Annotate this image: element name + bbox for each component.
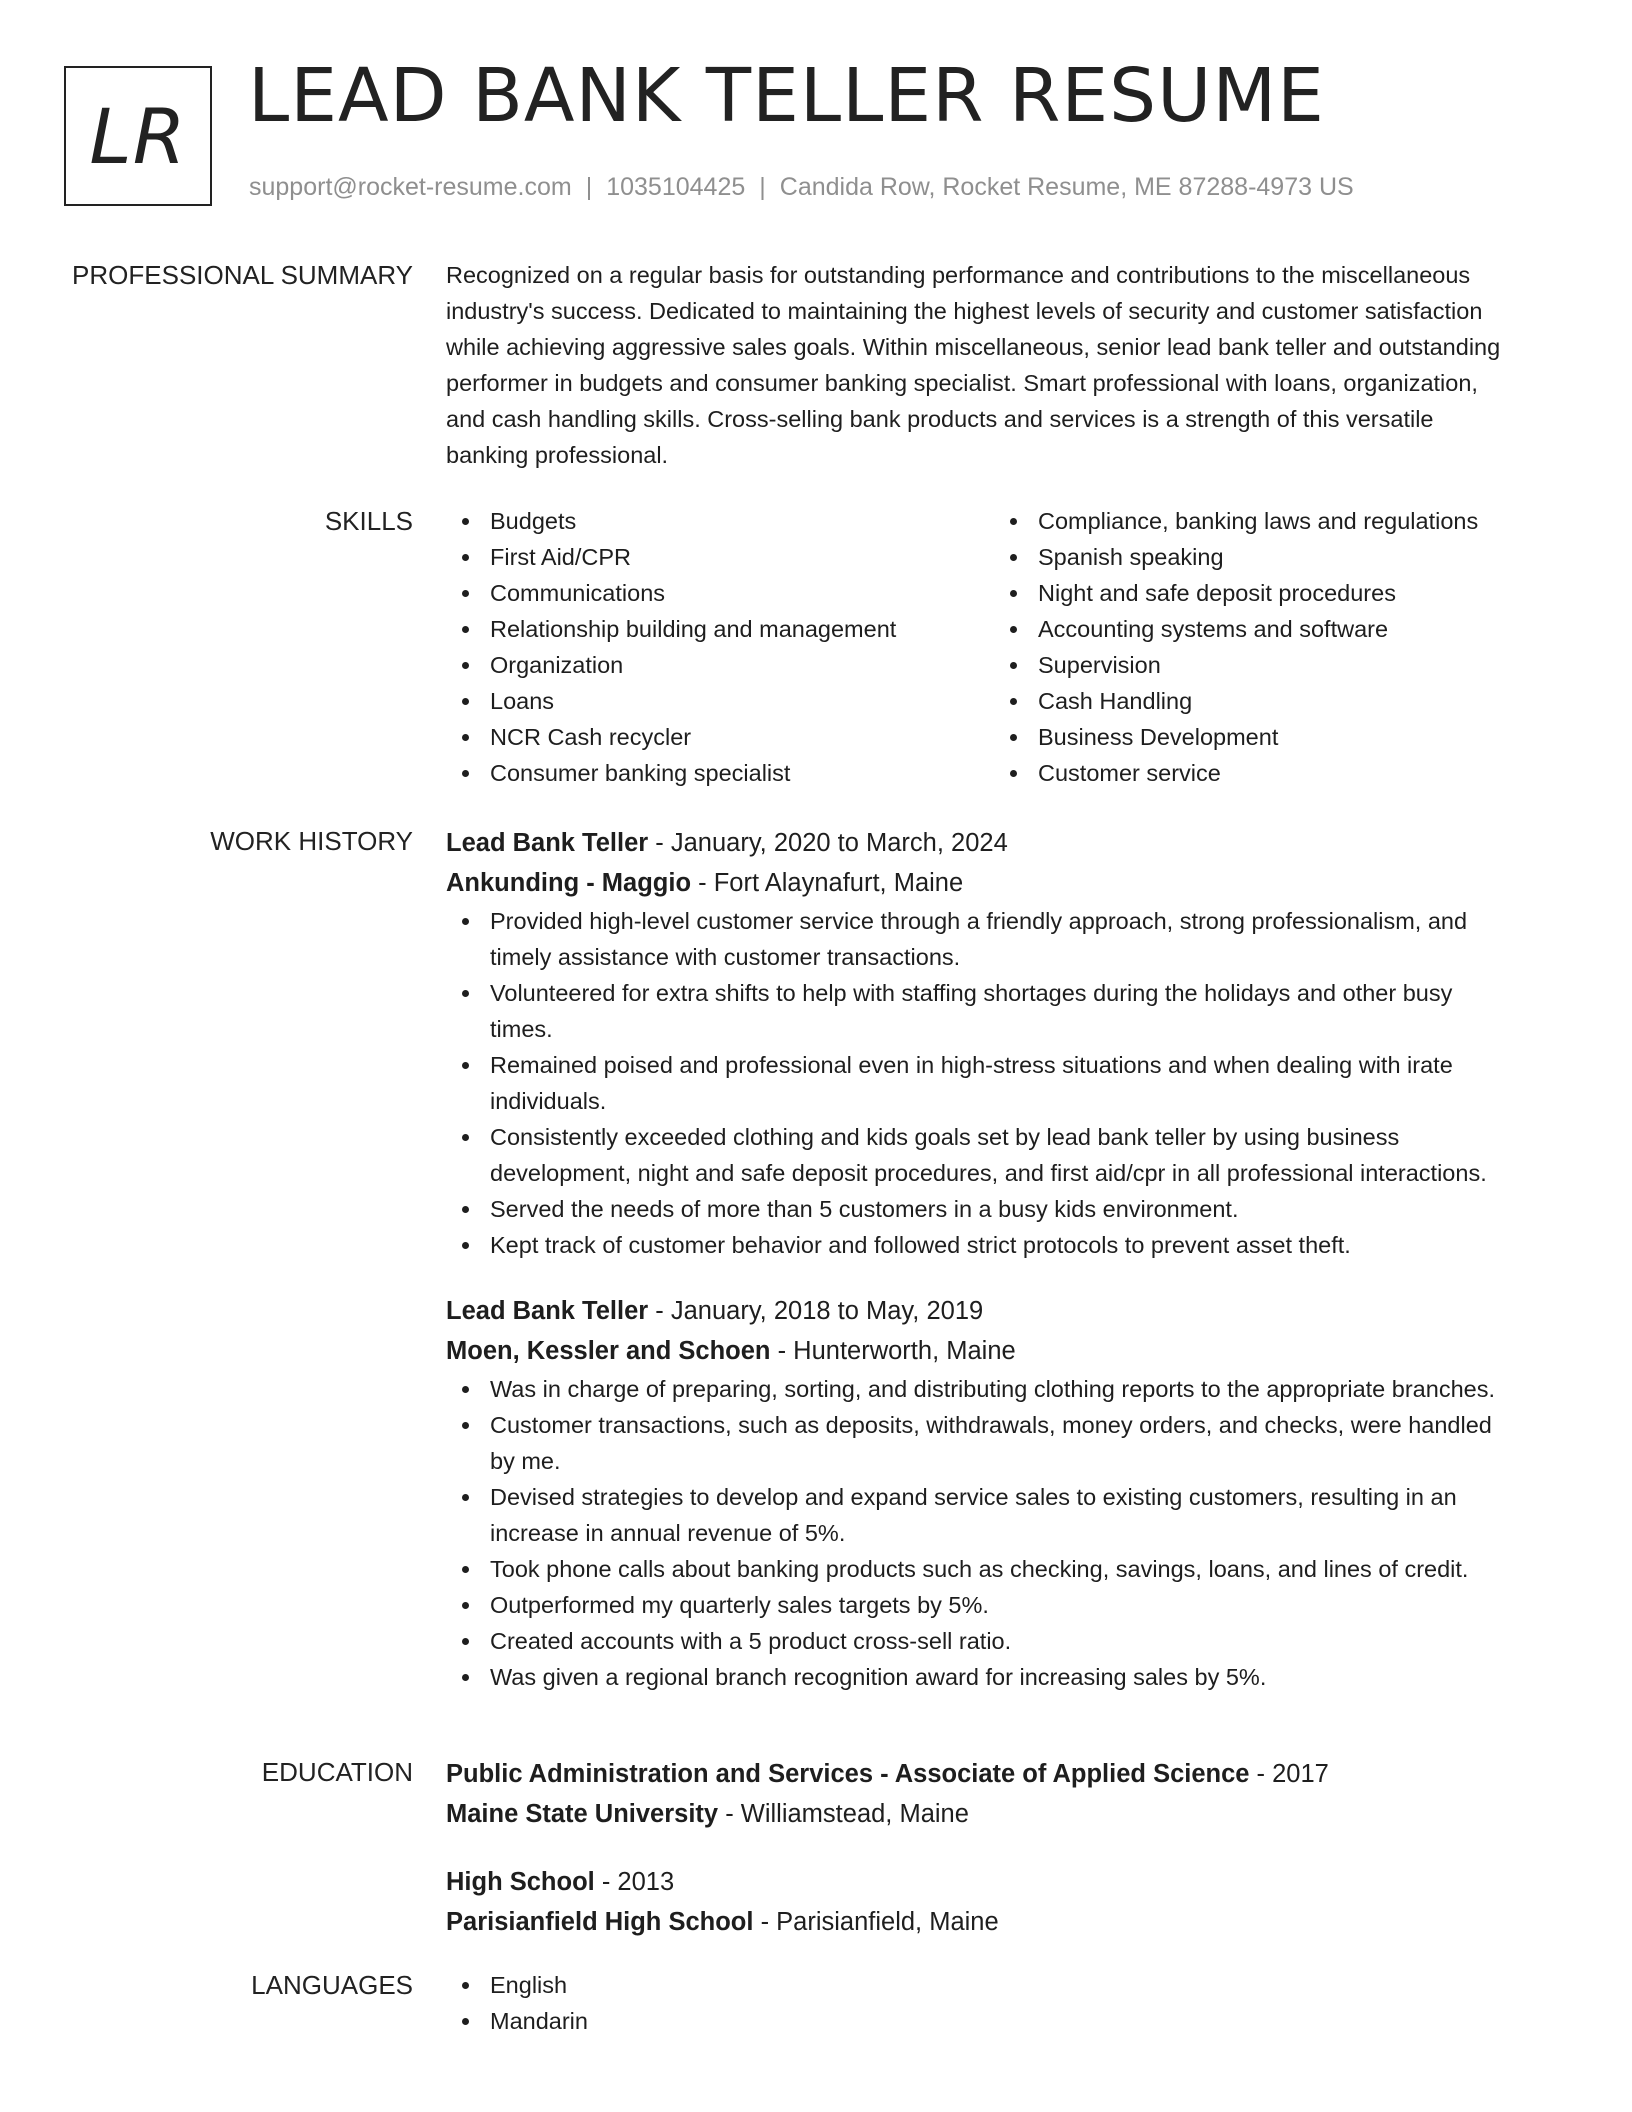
job-bullet (446, 1407, 1564, 1479)
degree-name: Public Administration and Services - Associate of Applied Science (446, 1760, 1250, 1788)
contact-separator: | (759, 173, 766, 201)
job-location: - Hunterworth, Maine (770, 1337, 1016, 1365)
bullet-line: Consistently exceeded clothing and kids goals set by lead bank teller by using business (490, 1124, 1400, 1150)
skills-list-right (994, 503, 1542, 791)
bullet-line: Served the needs of more than 5 customers in a busy kids environment. (490, 1196, 1239, 1222)
bullet-line: Kept track of customer behavior and followed strict protocols to prevent asset theft. (490, 1232, 1351, 1258)
contact-email[interactable]: support@rocket-resume.com (249, 173, 572, 201)
contact-line (249, 173, 1354, 202)
education-entry (446, 1754, 1564, 1834)
job-bullet (446, 1119, 1564, 1191)
job-title: Lead Bank Teller (446, 1297, 649, 1325)
contact-separator: | (585, 173, 593, 201)
bullet-line: Created accounts with a 5 product cross-sell ratio. (490, 1628, 1012, 1654)
work-history-body (446, 823, 1564, 1695)
school-location: - Williamstead, Maine (718, 1800, 969, 1828)
job-dates: - January, 2018 to May, 2019 (648, 1297, 984, 1325)
job-bullet (446, 1047, 1564, 1119)
summary-line: Recognized on a regular basis for outstanding performance and contributions to the miscellaneous (446, 262, 1471, 288)
skills-columns (446, 503, 1564, 791)
contact-phone[interactable]: 1035104425 (606, 173, 746, 201)
school-line (446, 1794, 1564, 1834)
degree-year: - 2013 (594, 1868, 675, 1896)
skill-item: First Aid/CPR (446, 539, 994, 575)
skill-item: NCR Cash recycler (446, 719, 994, 755)
job-title: Lead Bank Teller (446, 829, 649, 857)
job-dates: - January, 2020 to March, 2024 (648, 829, 1008, 857)
job-bullet (446, 975, 1564, 1047)
skill-item: Spanish speaking (994, 539, 1542, 575)
bullet-line: Customer transactions, such as deposits, withdrawals, money orders, and checks, were handled (490, 1412, 1492, 1438)
degree-year: - 2017 (1249, 1760, 1329, 1788)
job-bullet (446, 1623, 1564, 1659)
job-bullet-list (446, 1371, 1564, 1695)
summary-line: and cash handling skills. Cross-selling bank products and services is a strength of this versatile (446, 406, 1434, 432)
job-company-line (446, 863, 1564, 903)
degree-line (446, 1862, 1564, 1902)
bullet-line: Remained poised and professional even in high-stress situations and when dealing with irate (490, 1052, 1453, 1078)
bullet-line: Was in charge of preparing, sorting, and distributing clothing reports to the appropriate branches. (490, 1376, 1495, 1402)
education-entry (446, 1862, 1564, 1942)
skill-item: Customer service (994, 755, 1542, 791)
skill-item: Consumer banking specialist (446, 755, 994, 791)
language-item: English (446, 1967, 1564, 2003)
school-name: Maine State University (446, 1800, 719, 1828)
skill-item: Loans (446, 683, 994, 719)
job-bullet (446, 1479, 1564, 1551)
job-title-line (446, 1291, 1564, 1331)
skills-list-left (446, 503, 994, 791)
section-label: EDUCATION (261, 1757, 413, 1787)
bullet-line: individuals. (490, 1088, 607, 1114)
job-location: - Fort Alaynafurt, Maine (691, 869, 964, 897)
bullet-line: Took phone calls about banking products such as checking, savings, loans, and lines of credit. (490, 1556, 1469, 1582)
skill-item: Supervision (994, 647, 1542, 683)
job-title-line (446, 823, 1564, 863)
degree-line (446, 1754, 1564, 1794)
section-label: SKILLS (324, 506, 413, 536)
school-location: - Parisianfield, Maine (753, 1908, 999, 1936)
school-name: Parisianfield High School (446, 1908, 754, 1936)
language-item: Mandarin (446, 2003, 1564, 2039)
bullet-line: Provided high-level customer service through a friendly approach, strong professionalism, and (490, 908, 1468, 934)
skill-item: Relationship building and management (446, 611, 994, 647)
job-company: Ankunding - Maggio (446, 869, 692, 897)
bullet-line: development, night and safe deposit procedures, and first aid/cpr in all professional interactions. (490, 1160, 1487, 1186)
school-line (446, 1902, 1564, 1942)
bullet-line: times. (490, 1016, 553, 1042)
bullet-line: Outperformed my quarterly sales targets by 5%. (490, 1592, 989, 1618)
job-bullet (446, 1191, 1564, 1227)
skill-item: Cash Handling (994, 683, 1542, 719)
summary-line: industry's success. Dedicated to maintaining the highest levels of security and customer satisfaction (446, 298, 1483, 324)
job-company: Moen, Kessler and Schoen (446, 1337, 771, 1365)
skill-item: Communications (446, 575, 994, 611)
summary-line: performer in budgets and consumer banking specialist. Smart professional with loans, organization, (446, 370, 1478, 396)
job-bullet (446, 1227, 1564, 1263)
bullet-line: Volunteered for extra shifts to help with staffing shortages during the holidays and other busy (490, 980, 1453, 1006)
job-bullet-list (446, 903, 1564, 1263)
bullet-line: by me. (490, 1448, 561, 1474)
section-label: PROFESSIONAL SUMMARY (72, 260, 413, 290)
bullet-line: increase in annual revenue of 5%. (490, 1520, 846, 1546)
job-bullet (446, 903, 1564, 975)
education-body (446, 1754, 1564, 1942)
job-entry (446, 1291, 1564, 1695)
languages-body (446, 1967, 1564, 2039)
contact-address: Candida Row, Rocket Resume, ME 87288-4973 US (779, 173, 1354, 201)
job-entry (446, 823, 1564, 1263)
section-label: WORK HISTORY (210, 826, 413, 856)
job-company-line (446, 1331, 1564, 1371)
bullet-line: Devised strategies to develop and expand service sales to existing customers, resulting in an (490, 1484, 1457, 1510)
skill-item: Night and safe deposit procedures (994, 575, 1542, 611)
job-bullet (446, 1371, 1564, 1407)
skill-item: Budgets (446, 503, 994, 539)
summary-line: while achieving aggressive sales goals. Within miscellaneous, senior lead bank teller and outstanding (446, 334, 1501, 360)
skill-item: Business Development (994, 719, 1542, 755)
languages-list (446, 1967, 1564, 2039)
skill-item: Compliance, banking laws and regulations (994, 503, 1542, 539)
job-bullet (446, 1551, 1564, 1587)
job-bullet (446, 1587, 1564, 1623)
job-bullet (446, 1659, 1564, 1695)
monogram-logo: LR (64, 66, 212, 206)
degree-name: High School (446, 1868, 595, 1896)
bullet-line: timely assistance with customer transactions. (490, 944, 961, 970)
summary-text (446, 257, 1564, 473)
skill-item: Accounting systems and software (994, 611, 1542, 647)
bullet-line: Was given a regional branch recognition award for increasing sales by 5%. (490, 1664, 1267, 1690)
skill-item: Organization (446, 647, 994, 683)
resume-title: LEAD BANK TELLER RESUME (248, 53, 1325, 139)
section-label: LANGUAGES (251, 1970, 413, 2000)
summary-line: banking professional. (446, 442, 669, 468)
